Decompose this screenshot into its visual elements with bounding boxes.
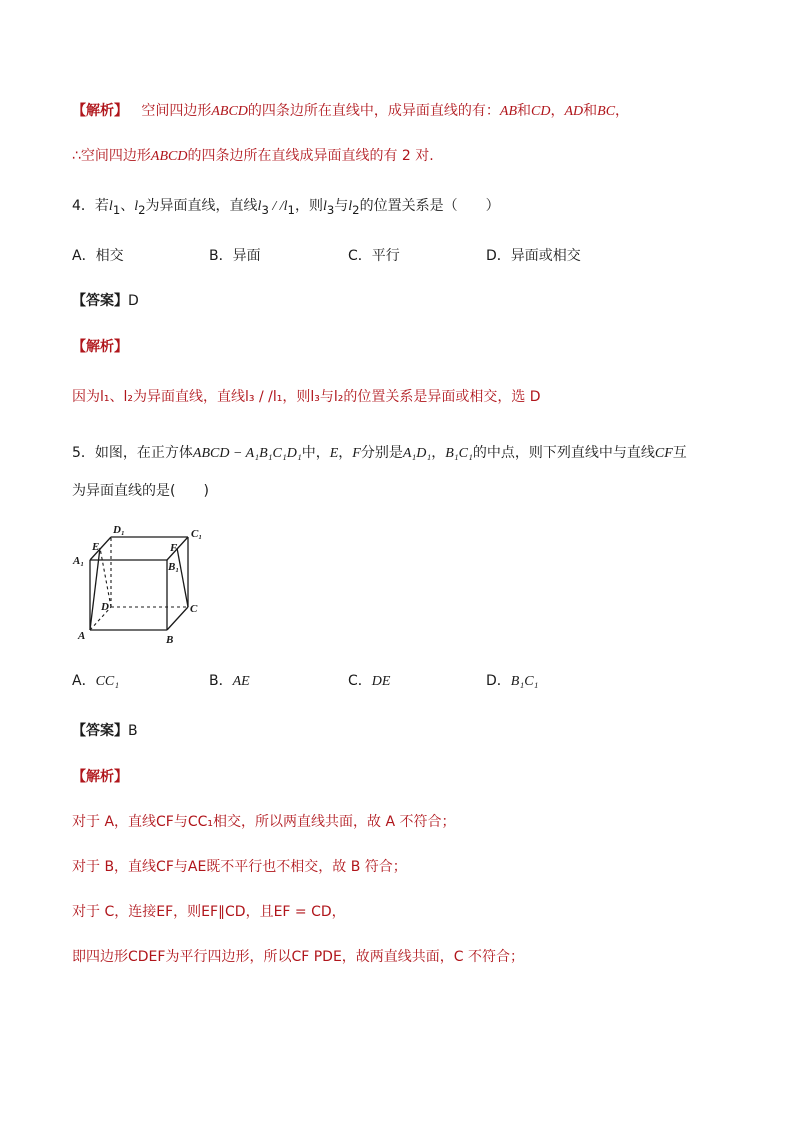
segment-cf bbox=[177, 548, 188, 607]
segment-de-hidden bbox=[100, 548, 111, 607]
label-e: E bbox=[92, 541, 100, 553]
q5-option-d bbox=[486, 671, 538, 692]
subscript: 1 bbox=[287, 202, 295, 217]
edge-bc bbox=[167, 607, 188, 630]
label-b: B bbox=[166, 634, 174, 645]
label-d1: D₁ bbox=[113, 524, 125, 536]
analysis-tag: 【解析】 bbox=[72, 103, 128, 119]
q5-analysis-line-2: 对于 B，直线CF与AE既不平行也不相交，故 B 符合； bbox=[72, 859, 407, 875]
q5-stem-line1 bbox=[72, 443, 687, 464]
q4-option-a: A．相交 bbox=[72, 248, 124, 264]
label-a: A bbox=[78, 630, 86, 642]
math-bc: BC bbox=[597, 104, 616, 119]
q5-analysis-tag: 【解析】 bbox=[72, 769, 128, 785]
option-value: AE bbox=[232, 674, 250, 689]
math-cd: CD bbox=[531, 104, 551, 119]
text: 和 bbox=[583, 103, 598, 119]
parallel-sign: / / bbox=[268, 199, 284, 214]
option-value: B₁C₁ bbox=[510, 674, 539, 689]
answer-tag: 【答案】 bbox=[72, 723, 128, 739]
subscript: 1 bbox=[112, 202, 121, 217]
math-l2: l bbox=[134, 199, 139, 214]
text: 为异面直线，直线 bbox=[145, 198, 258, 214]
text: 4．若 bbox=[72, 198, 109, 214]
subscript: 2 bbox=[138, 202, 146, 217]
q5-option-c bbox=[348, 671, 390, 692]
answer-tag: 【答案】 bbox=[72, 293, 128, 309]
math-b1c1: B₁C₁ bbox=[445, 446, 473, 461]
math-abcd: ABCD bbox=[211, 104, 248, 119]
q4-option-c: C．平行 bbox=[348, 248, 400, 264]
subscript: 2 bbox=[352, 202, 360, 217]
q4-stem bbox=[72, 196, 500, 220]
subscript: 3 bbox=[261, 202, 269, 217]
math-l3: l bbox=[257, 199, 262, 214]
option-value: DE bbox=[371, 674, 391, 689]
math-cube: ABCD − A₁B₁C₁D₁ bbox=[192, 446, 302, 461]
math-ab: AB bbox=[499, 104, 518, 119]
cube-figure bbox=[70, 520, 210, 645]
subscript: 3 bbox=[326, 202, 335, 217]
text: 的四条边所在直线中，成异面直线的有： bbox=[247, 103, 500, 119]
math-l2: l bbox=[348, 199, 353, 214]
math-e: E bbox=[329, 446, 339, 461]
math-abcd: ABCD bbox=[150, 149, 188, 164]
option-value: CC₁ bbox=[95, 674, 120, 689]
label-b1: B₁ bbox=[168, 561, 180, 573]
text: 的位置关系是（ ） bbox=[359, 198, 500, 214]
prev-solution-conclusion bbox=[72, 146, 434, 167]
math-f: F bbox=[352, 446, 361, 461]
text: 与 bbox=[334, 198, 349, 214]
text: 5．如图，在正方体 bbox=[72, 445, 193, 461]
prev-solution-line bbox=[72, 101, 629, 122]
q5-answer bbox=[72, 721, 138, 741]
text: 分别是 bbox=[360, 445, 403, 461]
q5-option-a bbox=[72, 671, 119, 692]
label-c: C bbox=[190, 603, 198, 615]
option-letter: B． bbox=[209, 673, 233, 689]
q4-option-b: B．异面 bbox=[209, 248, 261, 264]
math-l1: l bbox=[283, 199, 288, 214]
text: 的四条边所在直线成异面直线的有 2 对. bbox=[187, 148, 434, 164]
math-ad: AD bbox=[564, 104, 584, 119]
text: 和 bbox=[517, 103, 532, 119]
q4-option-d: D．异面或相交 bbox=[486, 248, 581, 264]
q5-stem-line2: 为异面直线的是( ) bbox=[72, 483, 209, 499]
q4-answer bbox=[72, 291, 139, 311]
label-d: D bbox=[101, 601, 109, 613]
q5-analysis-line-3: 对于 C，连接EF，则EF∥CD，且EF = CD， bbox=[72, 904, 346, 920]
math-l1: l bbox=[108, 199, 113, 214]
text: 互 bbox=[672, 445, 687, 461]
math-cf: CF bbox=[654, 446, 673, 461]
q5-analysis-line-4: 即四边形CDEF为平行四边形，所以CF PDE，故两直线共面，C 不符合； bbox=[72, 949, 525, 965]
q5-option-b bbox=[209, 671, 250, 692]
q4-analysis-tag: 【解析】 bbox=[72, 339, 128, 355]
option-letter: A． bbox=[72, 673, 96, 689]
text: ， bbox=[431, 445, 446, 461]
text: ， bbox=[615, 103, 630, 119]
q5-analysis-line-1: 对于 A，直线CF与CC₁相交，所以两直线共面，故 A 不符合； bbox=[72, 814, 456, 830]
text: 空间四边形 bbox=[141, 103, 212, 119]
math-l3: l bbox=[322, 199, 327, 214]
text: ， bbox=[550, 103, 565, 119]
answer-value: D bbox=[128, 293, 139, 309]
label-a1: A₁ bbox=[73, 555, 85, 567]
q4-analysis: 因为l₁、l₂为异面直线，直线l₃ / /l₁，则l₃与l₂的位置关系是异面或相交，选 D bbox=[72, 389, 541, 405]
answer-value: B bbox=[128, 723, 138, 739]
text: ， bbox=[338, 445, 353, 461]
text: 、 bbox=[120, 198, 135, 214]
label-f: F bbox=[170, 542, 178, 554]
text: ∴空间四边形 bbox=[72, 148, 151, 164]
label-c1: C₁ bbox=[191, 528, 203, 540]
math-a1d1: A₁D₁ bbox=[402, 446, 432, 461]
text: ，则 bbox=[294, 198, 323, 214]
text: 的中点，则下列直线中与直线 bbox=[472, 445, 655, 461]
option-letter: C． bbox=[348, 673, 372, 689]
option-letter: D． bbox=[486, 673, 511, 689]
text: 中， bbox=[301, 445, 330, 461]
